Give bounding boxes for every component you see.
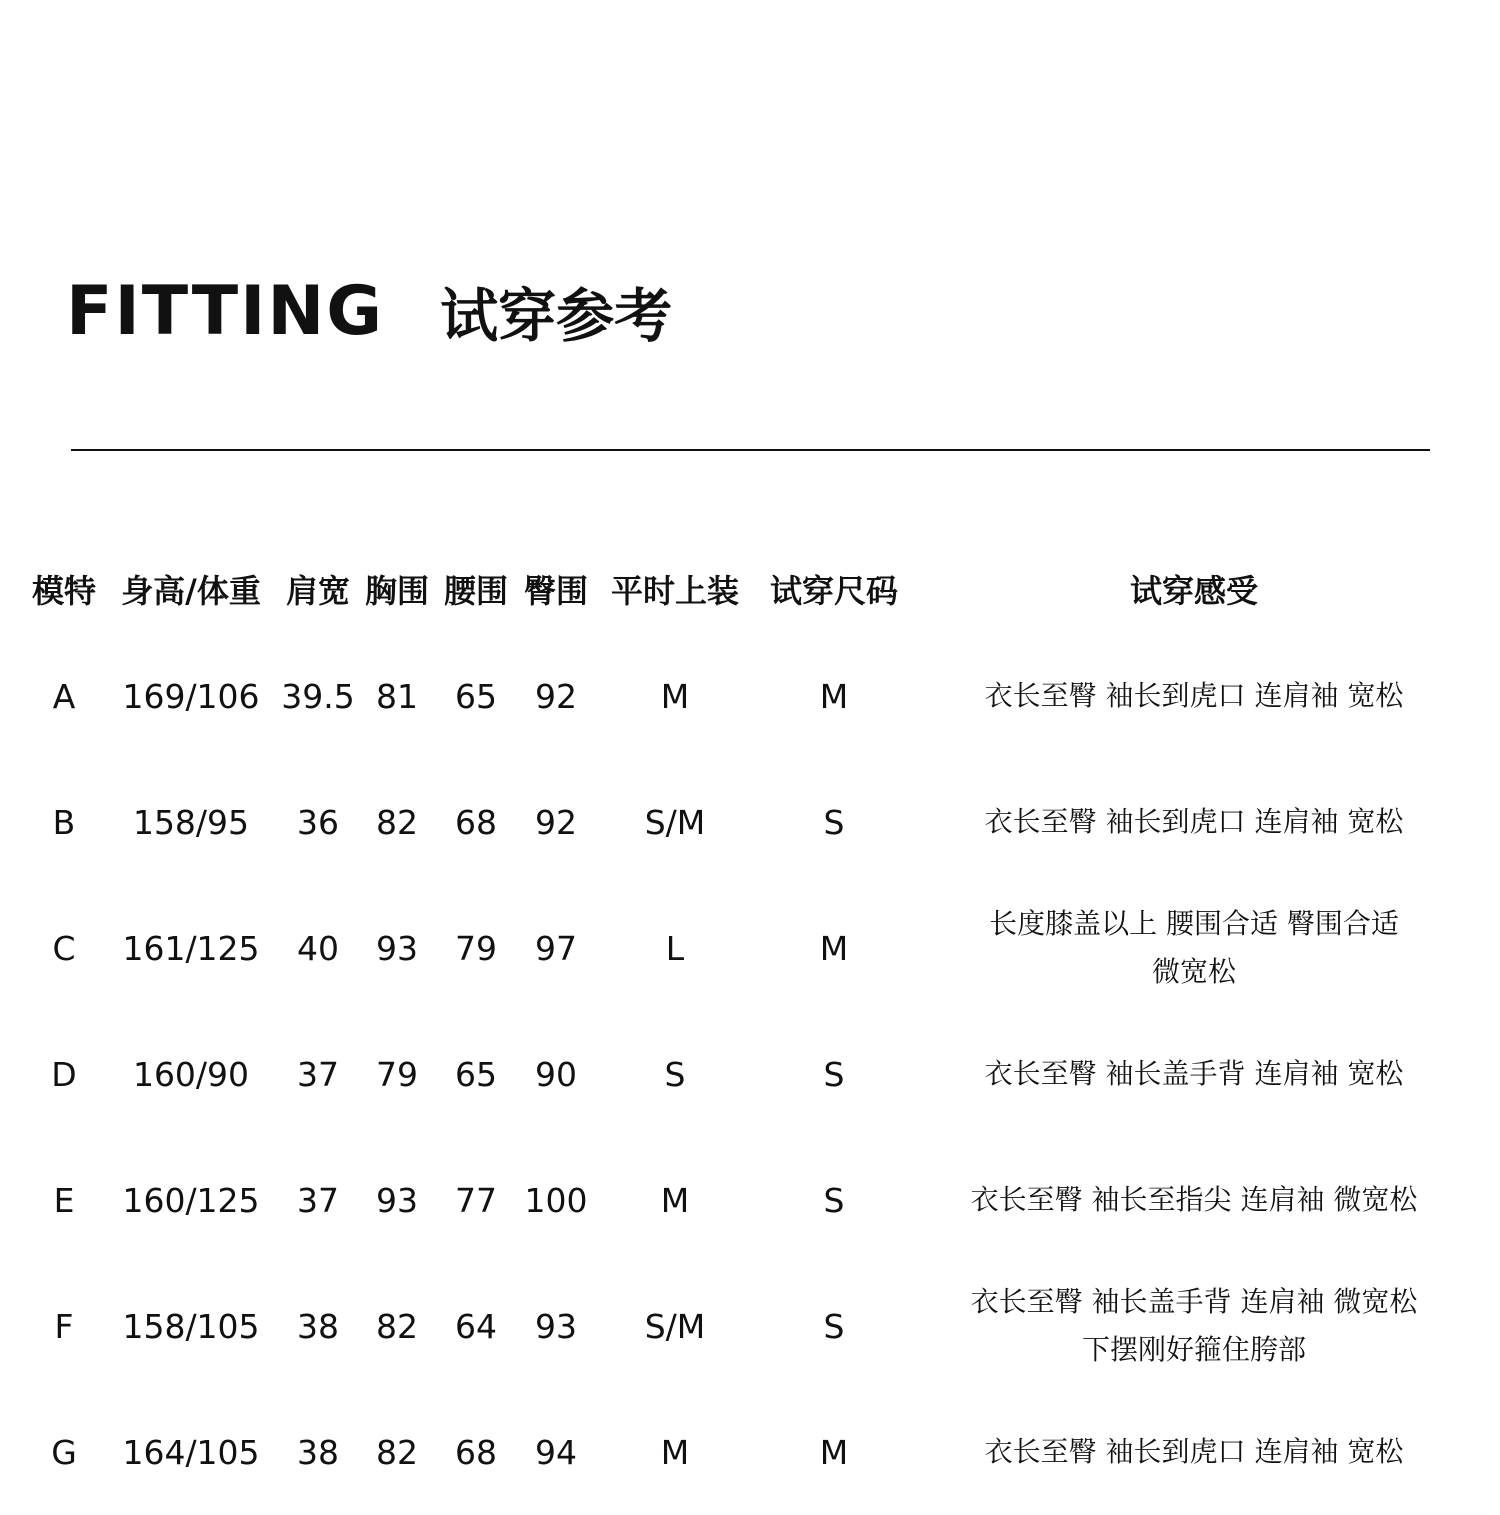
cell-hip: 97 [535, 928, 577, 968]
cell-shoulder: 39.5 [281, 676, 355, 716]
cell-height-weight: 160/90 [132, 1054, 250, 1094]
header-tried-size: 试穿尺码 [769, 572, 899, 610]
cell-tried-size: M [819, 1432, 849, 1472]
cell-shoulder: 37 [297, 1180, 339, 1220]
cell-shoulder: 38 [297, 1306, 339, 1346]
title-english: FITTING [66, 271, 385, 351]
cell-height-weight: 169/106 [122, 676, 260, 716]
cell-shoulder: 37 [297, 1054, 339, 1094]
feel-line: 衣长至臀 袖长至指尖 连肩袖 微宽松 [970, 1183, 1418, 1216]
cell-usual-top: S/M [644, 802, 706, 842]
cell-waist: 68 [455, 1432, 497, 1472]
cell-waist: 64 [455, 1306, 497, 1346]
header-hip: 臀围 [523, 572, 589, 610]
cell-model: C [52, 928, 76, 968]
cell-chest: 82 [376, 1432, 418, 1472]
header-shoulder: 肩宽 [285, 572, 351, 610]
cell-waist: 65 [455, 1054, 497, 1094]
cell-shoulder: 36 [297, 802, 339, 842]
header-waist: 腰围 [443, 572, 509, 610]
cell-height-weight: 160/125 [122, 1180, 260, 1220]
cell-waist: 68 [455, 802, 497, 842]
cell-hip: 93 [535, 1306, 577, 1346]
feel-line: 衣长至臀 袖长盖手背 连肩袖 微宽松 [970, 1285, 1418, 1318]
cell-waist: 77 [455, 1180, 497, 1220]
header-usual-top: 平时上装 [610, 572, 740, 610]
feel-line: 微宽松 [1151, 955, 1236, 988]
cell-usual-top: M [660, 1180, 690, 1220]
cell-hip: 92 [535, 676, 577, 716]
cell-tried-size: S [823, 1180, 845, 1220]
cell-chest: 82 [376, 802, 418, 842]
cell-tried-size: M [819, 928, 849, 968]
cell-hip: 92 [535, 802, 577, 842]
cell-waist: 79 [455, 928, 497, 968]
cell-usual-top: L [665, 928, 685, 968]
feel-line: 衣长至臀 袖长到虎口 连肩袖 宽松 [984, 805, 1404, 838]
feel-line: 衣长至臀 袖长到虎口 连肩袖 宽松 [984, 1435, 1404, 1468]
cell-chest: 82 [376, 1306, 418, 1346]
cell-feel [914, 672, 1474, 720]
cell-usual-top: M [660, 1432, 690, 1472]
cell-feel [914, 798, 1474, 846]
title-chinese: 试穿参考 [440, 282, 673, 350]
cell-tried-size: S [823, 802, 845, 842]
cell-usual-top: M [660, 676, 690, 716]
header-model: 模特 [31, 572, 97, 610]
cell-model: F [54, 1306, 74, 1346]
header-chest: 胸围 [364, 572, 430, 610]
cell-chest: 79 [376, 1054, 418, 1094]
cell-height-weight: 158/105 [122, 1306, 260, 1346]
cell-tried-size: S [823, 1306, 845, 1346]
cell-hip: 100 [524, 1180, 588, 1220]
cell-tried-size: M [819, 676, 849, 716]
cell-hip: 90 [535, 1054, 577, 1094]
feel-line: 长度膝盖以上 腰围合适 臀围合适 [989, 907, 1399, 940]
cell-shoulder: 38 [297, 1432, 339, 1472]
header-height-weight: 身高/体重 [121, 572, 261, 610]
header-feel: 试穿感受 [1129, 572, 1259, 610]
cell-model: E [53, 1180, 75, 1220]
cell-chest: 93 [376, 928, 418, 968]
cell-tried-size: S [823, 1054, 845, 1094]
cell-feel [914, 1176, 1474, 1224]
feel-line: 衣长至臀 袖长盖手背 连肩袖 宽松 [984, 1057, 1404, 1090]
cell-feel [914, 900, 1474, 996]
cell-hip: 94 [535, 1432, 577, 1472]
cell-height-weight: 161/125 [122, 928, 260, 968]
feel-line: 下摆刚好箍住胯部 [1081, 1333, 1306, 1366]
cell-waist: 65 [455, 676, 497, 716]
feel-line: 衣长至臀 袖长到虎口 连肩袖 宽松 [984, 679, 1404, 712]
cell-usual-top: S [664, 1054, 686, 1094]
cell-height-weight: 164/105 [122, 1432, 260, 1472]
cell-height-weight: 158/95 [132, 802, 250, 842]
cell-model: A [52, 676, 76, 716]
cell-model: B [52, 802, 76, 842]
cell-usual-top: S/M [644, 1306, 706, 1346]
cell-shoulder: 40 [297, 928, 339, 968]
cell-feel [914, 1278, 1474, 1374]
cell-feel [914, 1428, 1474, 1476]
cell-chest: 93 [376, 1180, 418, 1220]
cell-model: D [51, 1054, 77, 1094]
cell-chest: 81 [376, 676, 418, 716]
cell-feel [914, 1050, 1474, 1098]
cell-model: G [51, 1432, 77, 1472]
